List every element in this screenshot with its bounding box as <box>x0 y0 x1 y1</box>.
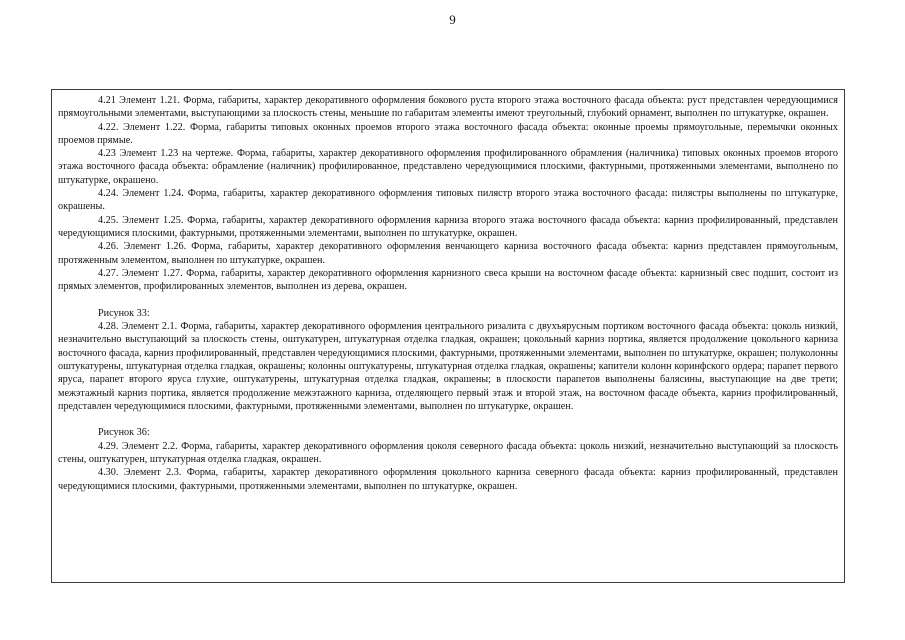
figure-33-label: Рисунок 33: <box>98 307 150 319</box>
section-gap <box>58 293 838 306</box>
paragraph-4-23: 4.23 Элемент 1.23 на чертеже. Форма, габариты, характер декоративного оформления профилированного обрамления (наличника) типовых оконных проемов второго этажа восточного фасада объекта: обрамление (наличник) профилированное, представлено чередующимися плоскими, фактурными, протяженными элементами, выполнено по штукатурке, окрашено. <box>58 148 838 186</box>
paragraph-4-26: 4.26. Элемент 1.26. Форма, габариты, характер декоративного оформления венчающего карниза восточного фасада объекта: карниз представлен прямоугольным, протяженным элементом, выполнен по штукатурке, окрашен. <box>58 241 838 266</box>
section-gap <box>58 413 838 426</box>
paragraph-4-30: 4.30. Элемент 2.3. Форма, габариты, характер декоративного оформления цокольного карниза северного фасада объекта: карниз профилированный, представлен чередующимися плоскими, фактурными, протяженными элементами, выполнен по штукатурке, окрашен. <box>58 467 838 492</box>
text-frame <box>51 89 845 583</box>
paragraph-4-24: 4.24. Элемент 1.24. Форма, габариты, характер декоративного оформления типовых пилястр второго этажа восточного фасада: пилястры выполнены по штукатурке, окрашены. <box>58 188 838 213</box>
paragraph-4-25: 4.25. Элемент 1.25. Форма, габариты, характер декоративного оформления карниза второго этажа восточного фасада объекта: карниз профилированный, представлен чередующимися плоскими, фактурными, протяженными элементами, выполнен по штукатурке, окрашен. <box>58 214 838 239</box>
paragraph-4-21: 4.21 Элемент 1.21. Форма, габариты, характер декоративного оформления бокового руста второго этажа восточного фасада объекта: руст представлен чередующимися прямоугольными элементами, выступающими за плоскость стены, меньшие по габаритам элементы имеют треугольный, глубокий орнамент, выполнен по штукатурке, окрашен. <box>58 95 838 120</box>
paragraph-4-22: 4.22. Элемент 1.22. Форма, габариты типовых оконных проемов второго этажа восточного фасада объекта: оконные проемы прямоугольные, перемычки оконных проемов прямые. <box>58 121 838 146</box>
paragraph-4-28: 4.28. Элемент 2.1. Форма, габариты, характер декоративного оформления центрального ризалита с двухъярусным портиком восточного фасада объекта: цоколь низкий, незначительно выступающий за плоскость стены, оштукатурен, штукатурная отделка гладкая, окрашен; цокольный карниз портика, является продолжение цокольного карниза восточного фасада, карниз профилированный, представлен чередующимися плоскими, фактурными, протяженными элементами, выполнен по штукатурке, окрашен; полуколонны оштукатурены, штукатурная отделка гладкая, окрашены; колонны оштукатурены, штукатурная отделка гладкая, окрашены; капители колонн коринфского ордера; парапет первого яруса, парапет второго яруса глухие, оштукатурены, штукатурная отделка гладкая, окрашены; в плоскости парапетов выполнены балясины, выступающие на две трети; межэтажный карниз портика, является продолжение межэтажного карниза, отделяющего первый этаж и второй этаж, на восточном фасаде объекта, карниз профилированный, представлен чередующимися плоскими, фактурными, протяженными элементами, выполнен по штукатурке, окрашен. <box>58 321 838 412</box>
page-number: 9 <box>449 12 456 27</box>
paragraph-4-27: 4.27. Элемент 1.27. Форма, габариты, характер декоративного оформления карнизного свеса крыши на восточном фасаде объекта: карнизный свес подшит, состоит из прямых элементов, профилированных элементов, выполнен из дерева, окрашен. <box>58 267 838 293</box>
figure-36-label: Рисунок 36: <box>98 427 150 439</box>
paragraph-4-29: 4.29. Элемент 2.2. Форма, габариты, характер декоративного оформления цоколя северного фасада объекта: цоколь низкий, незначительно выступающий за плоскость стены, оштукатурен, штукатурная отделка гладкая, окрашен. <box>58 440 838 466</box>
